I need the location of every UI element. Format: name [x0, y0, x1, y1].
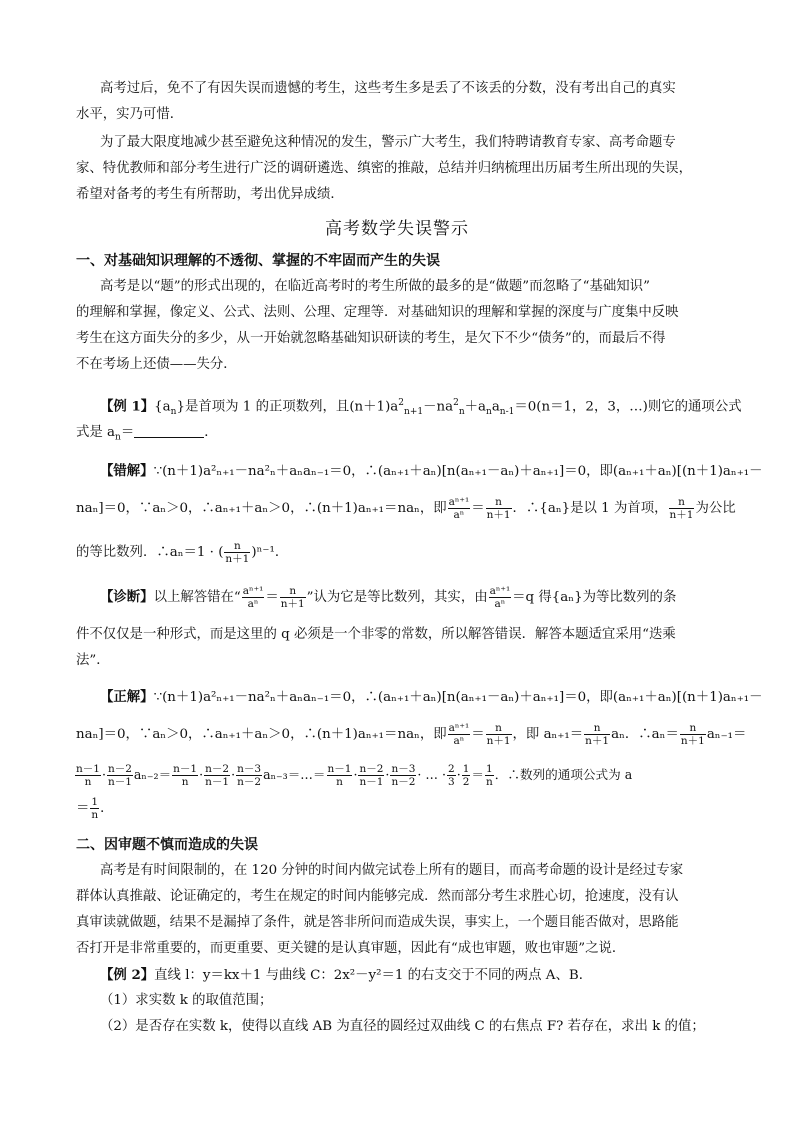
fraction-n1-over-n [75, 763, 101, 788]
chain-text-c: aₙ₋₃＝…＝ [263, 767, 326, 782]
intro-paragraph-2-line-3: 希望对备考的考生有所帮助，考出优异成绩． [76, 187, 344, 202]
example-1-text-f: ＝0(n＝1，2，3，…)则它的通项公式 [514, 399, 742, 415]
wrong-solution-label: 【错解】 [100, 463, 154, 479]
diagnosis-text-1d: ＝q 得{aₙ}为等比数列的条 [512, 590, 677, 605]
fraction-numerator: n－2 [359, 763, 384, 775]
intro-paragraph-2-line-1: 为了最大限度地减少甚至避免这种情况的发生，警示广大考生，我们特聘请教育专家、高考命题专 [100, 135, 676, 150]
fraction-denominator: n＋1 [486, 509, 511, 521]
fraction-n2-over-n1 [358, 763, 384, 788]
fraction-numerator: 2 [448, 763, 455, 775]
fraction-denominator: aⁿ [247, 598, 259, 610]
fraction-numerator: 1 [486, 763, 493, 775]
section-2-line-3: 真审读就做题，结果不是漏掉了条件，就是答非所问而造成失误，事实上，一个题目能否做对，思路能 [76, 915, 679, 930]
fraction-numerator: n－1 [173, 763, 198, 775]
fraction-denominator: n＋1 [585, 735, 610, 747]
fraction-numerator: aⁿ⁺¹ [448, 496, 470, 508]
example-2-question-2: （2）是否存在实数 k，使得以直线 AB 为直径的圆经过双曲线 C 的右焦点 F? 若存在，求出 k 的值； [100, 1019, 705, 1034]
chain-dot: · [456, 767, 461, 782]
example-1-line-2-text: 式是 a [76, 425, 116, 440]
correct-solution-line-1 [100, 684, 763, 711]
answer-blank [134, 423, 204, 438]
wrong-solution-line-2 [76, 496, 736, 522]
chain-equals: ＝ [471, 767, 484, 782]
example-2-text: 直线 l：y＝kx＋1 与曲线 C：2x²－y²＝1 的右支交于不同的两点 A、B． [154, 968, 593, 983]
example-1-period: ． [204, 425, 218, 440]
chain-dot: · [353, 767, 358, 782]
fraction-numerator: n－2 [205, 763, 230, 775]
diagnosis-text-1a: 以上解答错在“ [153, 590, 241, 605]
chain-text-a: aₙ₋₂＝ [133, 767, 172, 782]
section-2-heading: 二、因审题不慎而造成的失误 [76, 837, 258, 853]
fraction-numerator: n－2 [107, 763, 132, 775]
fraction-n-over-n1 [224, 540, 250, 565]
fraction-n-over-n1 [584, 722, 610, 747]
section-1-heading: 一、对基础知识理解的不透彻、掌握的不牢固而产生的失误 [76, 253, 440, 269]
intro-paragraph-2-line-2: 家、特优教师和部分考生进行广泛的调研遴选、缜密的推敲，总结并归纳梳理出历届考生所出现的失误， [76, 161, 692, 176]
diagnosis-label: 【诊断】 [100, 589, 154, 605]
fraction-an1-over-an [448, 722, 471, 747]
fraction-n-over-n1 [486, 722, 512, 747]
section-1-line-2: 的理解和掌握，像定义、公式、法则、公理、定理等．对基础知识的理解和掌握的深度与广度集中反映 [76, 305, 679, 320]
section-2-line-2: 群体认真推敲、论证确定的，考生在规定的时间内能够完成．然而部分考生求胜心切，抢速度，没有认 [76, 889, 679, 904]
fraction-numerator: n [280, 585, 306, 598]
fraction-an1-over-an [489, 585, 512, 610]
fraction-numerator: n－3 [237, 763, 262, 775]
diagnosis-line-1 [100, 584, 740, 611]
page-title: 高考数学失误警示 [325, 219, 469, 239]
fraction-n1-over-n [172, 763, 198, 788]
correct-text-2e: aₙ₋₁＝ [706, 727, 747, 742]
fraction-n2-over-n1 [204, 763, 230, 788]
diagnosis-line-3: 法”． [76, 653, 110, 668]
correct-text-2d: aₙ．∴aₙ＝ [611, 727, 679, 742]
example-1-label: 【例 1】 [100, 398, 155, 415]
correct-text-3-tail: ．∴数列的通项公式为 a [494, 767, 633, 782]
fraction-1-over-n [90, 796, 99, 821]
example-1-text-b: }是首项为 1 的正项数列，且(n＋1)a [176, 399, 399, 415]
wrong-solution-line-1 [100, 458, 763, 485]
fraction-1-over-n [485, 763, 494, 788]
chain-dot: · [385, 767, 390, 782]
fraction-numerator: 1 [91, 796, 99, 808]
fraction-n1-over-n [327, 763, 353, 788]
example-2-question-1: （1）求实数 k 的取值范围； [100, 993, 273, 1008]
fraction-denominator: aⁿ [453, 509, 465, 521]
fraction-2-over-3 [447, 763, 456, 788]
section-1-line-1: 高考是以“题”的形式出现的，在临近高考时的考生所做的最多的是“做题”而忽略了“基础知识” [100, 279, 650, 294]
intro-paragraph-1-line-1: 高考过后，免不了有因失误而遗憾的考生，这些考生多是丢了不该丢的分数，没有考出自己的真实 [100, 81, 676, 96]
wrong-text-2b: ＝ [471, 501, 485, 516]
chain-dot: · [101, 767, 106, 782]
fraction-numerator: n [669, 496, 695, 509]
fraction-n-over-n1 [680, 722, 706, 747]
correct-text-1: ∵(n＋1)a²ₙ₊₁－na²ₙ＋aₙaₙ₋₁＝0，∴(aₙ₊₁＋aₙ)[n(aₙ₊₁－aₙ)＋aₙ₊₁]＝0，即(aₙ₊₁＋aₙ)[(n＋1)aₙ₊₁－ [153, 690, 763, 705]
fraction-an1-over-an [448, 496, 471, 521]
fraction-n3-over-n2 [236, 763, 262, 788]
diagnosis-text-1c: ”认为它是等比数列，其实，由 [306, 590, 488, 605]
wrong-text-2a: naₙ]＝0，∵aₙ＞0，∴aₙ₊₁＋aₙ＞0，∴(n＋1)aₙ₊₁＝naₙ，即 [76, 501, 447, 516]
fraction-denominator: 3 [448, 776, 455, 788]
section-1-line-4: 不在考场上还债——失分． [76, 357, 237, 372]
chain-dot: · [199, 767, 204, 782]
chain-text-d: · … · [417, 767, 446, 782]
example-1-line-2: 式是 $a_n=$ ． [76, 425, 218, 443]
example-2-label: 【例 2】 [100, 967, 155, 983]
fraction-n3-over-n2 [390, 763, 416, 788]
fraction-numerator: n [680, 722, 706, 735]
fraction-numerator: aⁿ⁺¹ [448, 722, 470, 734]
example-1-line-1: 【例 1】$\{a_n\}$是首项为 1 的正项数列，且$(n+1)a^2_{n+1}-na^2_n+a_na_{n-1}=0(n=1$，2，3，…)则它的通项公式 [100, 398, 742, 418]
diagnosis-line-2: 件不仅仅是一种形式，而是这里的 q 必须是一个非零的常数，所以解答错误．解答本题适宜采用“迭乘 [76, 627, 676, 642]
fraction-numerator: n－3 [391, 763, 416, 775]
wrong-text-3b: )ⁿ⁻¹． [251, 545, 289, 560]
wrong-solution-line-3 [76, 540, 716, 566]
section-2-line-1: 高考是有时间限制的，在 120 分钟的时间内做完试卷上所有的题目，而高考命题的设计是经过专家 [100, 863, 684, 878]
correct-solution-line-2 [76, 722, 747, 748]
correct-text-2c: ，即 aₙ₊₁＝ [512, 727, 584, 742]
fraction-denominator: n [84, 776, 92, 788]
chain-dot: · [231, 767, 236, 782]
fraction-denominator: n－1 [205, 776, 230, 788]
example-1-text-e: a [491, 399, 500, 415]
fraction-an1-over-an [242, 585, 265, 610]
fraction-denominator: n [336, 776, 343, 788]
fraction-numerator: n [486, 496, 512, 509]
correct-text-4: ＝ [76, 801, 90, 816]
correct-text-2b: ＝ [471, 727, 485, 742]
fraction-denominator: n－2 [391, 776, 416, 788]
fraction-numerator: n [486, 722, 512, 735]
example-1-text-d: ＋a [464, 399, 487, 415]
fraction-numerator: n [224, 540, 250, 553]
fraction-denominator: aⁿ [494, 598, 506, 610]
wrong-text-2c: ．∴{aₙ}是以 1 为首项， [512, 501, 668, 516]
fraction-numerator: aⁿ⁺¹ [489, 585, 511, 597]
fraction-denominator: n－1 [107, 776, 132, 788]
wrong-solution-text-1: ∵(n＋1)a²ₙ₊₁－na²ₙ＋aₙaₙ₋₁＝0，∴(aₙ₊₁＋aₙ)[n(aₙ₊₁－aₙ)＋aₙ₊₁]＝0，即(aₙ₊₁＋aₙ)[(n＋1)aₙ₊₁－ [153, 464, 763, 479]
fraction-denominator: n－2 [237, 776, 262, 788]
intro-paragraph-1-line-2: 水平，实乃可惜． [76, 107, 184, 122]
fraction-denominator: 2 [462, 776, 470, 788]
fraction-denominator: n [485, 776, 493, 788]
fraction-n-over-n1 [486, 496, 512, 521]
correct-solution-line-4: ＝ $\frac{1}{n}$ ． [76, 796, 114, 821]
example-1-text-c: －na [423, 399, 454, 415]
fraction-numerator: n－1 [76, 763, 100, 775]
example-2-line [100, 962, 740, 989]
section-2-line-4: 否打开是非常重要的，而更重要、更关键的是认真审题，因此有“成也审题，败也审题”之说． [76, 941, 626, 956]
fraction-n-over-n1 [669, 496, 695, 521]
example-1-text-a: {a [154, 399, 171, 415]
fraction-denominator: n [181, 776, 189, 788]
fraction-denominator: n＋1 [280, 598, 305, 610]
fraction-numerator: 1 [462, 763, 470, 775]
correct-text-2a: naₙ]＝0，∵aₙ＞0，∴aₙ₊₁＋aₙ＞0，∴(n＋1)aₙ₊₁＝naₙ，即 [76, 727, 447, 742]
fraction-n2-over-n1 [107, 763, 133, 788]
wrong-text-3a: 的等比数列．∴aₙ＝1 · ( [76, 545, 224, 560]
fraction-1-over-2 [462, 763, 471, 788]
fraction-denominator: n－1 [359, 776, 384, 788]
wrong-text-2d: 为公比 [695, 501, 736, 516]
diagnosis-text-1b: ＝ [265, 590, 279, 605]
correct-solution-label: 【正解】 [100, 689, 154, 705]
fraction-numerator: n [584, 722, 610, 735]
fraction-denominator: n＋1 [486, 735, 511, 747]
fraction-numerator: n－1 [327, 763, 352, 775]
section-1-line-3: 考生在这方面失分的多少，从一开始就忽略基础知识研读的考生，是欠下不少“债务”的，而最后不得 [76, 331, 666, 346]
example-1-equals: ＝ [120, 425, 135, 440]
fraction-n-over-n1 [280, 585, 306, 610]
fraction-denominator: n＋1 [225, 553, 250, 565]
fraction-denominator: aⁿ [453, 735, 465, 747]
fraction-numerator: aⁿ⁺¹ [242, 585, 264, 597]
fraction-denominator: n＋1 [680, 735, 705, 747]
correct-solution-line-3 [74, 762, 714, 788]
fraction-denominator: n＋1 [669, 509, 694, 521]
fraction-denominator: n [91, 809, 99, 821]
